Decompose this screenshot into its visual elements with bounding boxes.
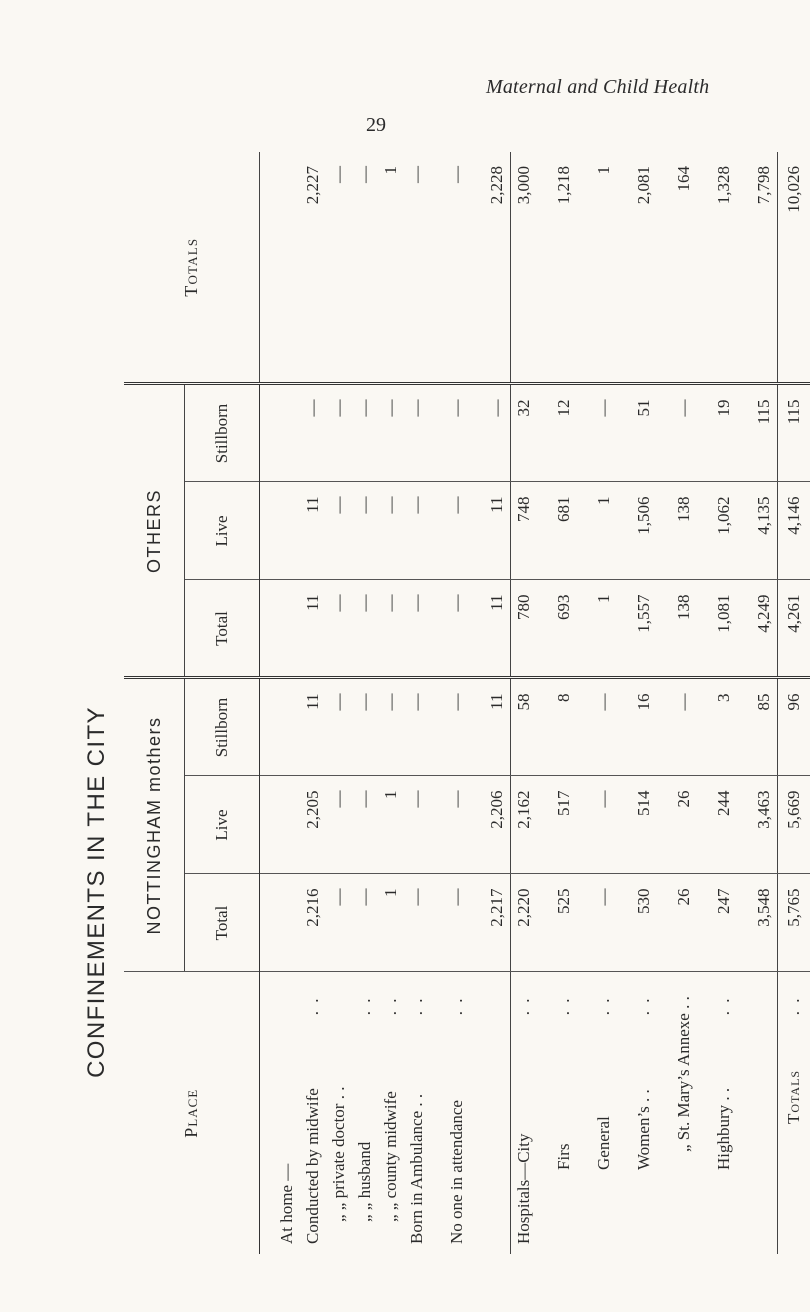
cell-n-live: 1 xyxy=(378,776,404,874)
cell-o-still: 19 xyxy=(711,384,737,482)
table-title: CONFINEMENTS IN THE CITY xyxy=(83,706,110,1078)
cell-n-still: — xyxy=(326,678,352,776)
column-header-o-live: Live xyxy=(185,482,260,580)
cell-o-total: 693 xyxy=(551,580,577,678)
table-frame xyxy=(124,152,803,1254)
cell-o-live: — xyxy=(404,482,430,580)
cell-o-total: 4,249 xyxy=(751,580,778,678)
cell-n-still: 11 xyxy=(484,678,511,776)
cell-o-live: 681 xyxy=(551,482,577,580)
row-label: „ „ private doctor . . xyxy=(326,972,352,1254)
cell-o-live: — xyxy=(352,482,378,580)
cell-n-still: — xyxy=(352,678,378,776)
table-row xyxy=(300,152,326,1254)
cell-totals: 1 xyxy=(381,165,400,175)
table-row xyxy=(444,152,470,1254)
running-title: Maternal and Child Health xyxy=(486,76,710,98)
confinements-table xyxy=(124,152,810,1254)
cell-n-live: — xyxy=(591,776,617,874)
cell-o-total: 780 xyxy=(511,580,538,678)
cell-n-total: 3,548 xyxy=(751,874,778,972)
row-label: „ St. Mary’s Annexe . . xyxy=(671,972,697,1254)
hospital-subtotal-row xyxy=(751,152,778,1254)
cell-n-still xyxy=(274,678,300,776)
cell-o-total: — xyxy=(326,580,352,678)
cell-o-total: 1 xyxy=(591,580,617,678)
cell-o-total: — xyxy=(444,580,470,678)
cell-totals: 7,798 xyxy=(754,165,773,205)
cell-n-still: 16 xyxy=(631,678,657,776)
cell-o-total: 1,081 xyxy=(711,580,737,678)
cell-o-live xyxy=(274,482,300,580)
cell-totals: — xyxy=(407,165,426,183)
column-header-totals: Totals xyxy=(124,152,260,384)
cell-o-total: — xyxy=(378,580,404,678)
cell-n-live: 26 xyxy=(671,776,697,874)
column-header-o-stillborn: Stillborn xyxy=(185,384,260,482)
cell-n-live: 2,206 xyxy=(484,776,511,874)
cell-o-still: — xyxy=(300,384,326,482)
cell-o-still: 115 xyxy=(751,384,778,482)
grand-total-row xyxy=(778,152,810,1254)
cell-o-live: — xyxy=(378,482,404,580)
table-row xyxy=(326,152,352,1254)
cell-o-still: 12 xyxy=(551,384,577,482)
cell-totals: 3,000 xyxy=(511,152,538,384)
cell-o-total: — xyxy=(352,580,378,678)
cell-n-still: 85 xyxy=(751,678,778,776)
cell-totals: 10,026 xyxy=(778,152,810,384)
cell-o-total: 1,557 xyxy=(631,580,657,678)
cell-o-live: 1,506 xyxy=(631,482,657,580)
table-row xyxy=(274,152,300,1254)
cell-o-still: — xyxy=(326,384,352,482)
cell-o-still: 51 xyxy=(631,384,657,482)
cell-totals: — xyxy=(329,165,348,183)
cell-o-still: — xyxy=(352,384,378,482)
table-row xyxy=(352,152,378,1254)
cell-totals: 1,328 xyxy=(714,165,733,205)
cell-totals: — xyxy=(355,165,374,183)
column-group-nottingham: NOTTINGHAM mothers xyxy=(124,678,185,972)
cell-n-total: 2,220 xyxy=(511,874,538,972)
cell-n-total: 530 xyxy=(631,874,657,972)
row-label: At home — xyxy=(274,972,300,1254)
cell-o-live: — xyxy=(444,482,470,580)
cell-totals: 1 xyxy=(594,165,613,175)
table-row xyxy=(404,152,430,1254)
cell-n-still: — xyxy=(404,678,430,776)
table-row xyxy=(711,152,737,1254)
table-row xyxy=(551,152,577,1254)
cell-o-still: — xyxy=(378,384,404,482)
cell-n-live: — xyxy=(326,776,352,874)
cell-o-still: 32 xyxy=(511,384,538,482)
cell-o-total: 4,261 xyxy=(778,580,810,678)
cell-n-total: 26 xyxy=(671,874,697,972)
column-header-n-stillborn: Stillborn xyxy=(185,678,260,776)
cell-n-total xyxy=(274,874,300,972)
cell-n-total: — xyxy=(352,874,378,972)
cell-n-total: — xyxy=(444,874,470,972)
cell-n-live: 2,162 xyxy=(511,776,538,874)
cell-n-live: — xyxy=(404,776,430,874)
cell-o-total: 11 xyxy=(484,580,511,678)
cell-n-still: 8 xyxy=(551,678,577,776)
table-row xyxy=(378,152,404,1254)
cell-n-live: 517 xyxy=(551,776,577,874)
cell-n-still: 96 xyxy=(778,678,810,776)
table-row xyxy=(671,152,697,1254)
cell-o-live: 138 xyxy=(671,482,697,580)
cell-n-total: 2,217 xyxy=(484,874,511,972)
cell-o-live: 4,135 xyxy=(751,482,778,580)
cell-o-still: — xyxy=(484,384,511,482)
column-group-others: OTHERS xyxy=(124,384,185,678)
cell-o-still: — xyxy=(671,384,697,482)
cell-n-total: 247 xyxy=(711,874,737,972)
cell-totals xyxy=(274,152,300,384)
table-row xyxy=(511,152,538,1254)
cell-totals: 2,227 xyxy=(303,165,322,205)
cell-o-total: — xyxy=(404,580,430,678)
cell-o-still: — xyxy=(404,384,430,482)
column-header-n-total: Total xyxy=(185,874,260,972)
row-label: Firs . . xyxy=(551,972,577,1254)
table-row xyxy=(631,152,657,1254)
cell-o-live: 1 xyxy=(591,482,617,580)
cell-totals: — xyxy=(447,165,466,183)
cell-n-still: — xyxy=(591,678,617,776)
row-label: Born in Ambulance . . . . xyxy=(404,972,430,1254)
cell-n-live xyxy=(274,776,300,874)
cell-o-still: — xyxy=(444,384,470,482)
cell-o-live: 4,146 xyxy=(778,482,810,580)
cell-totals: 2,228 xyxy=(487,165,506,205)
cell-n-live: 244 xyxy=(711,776,737,874)
cell-totals: 1,218 xyxy=(554,165,573,205)
cell-n-live: — xyxy=(444,776,470,874)
cell-n-still: 58 xyxy=(511,678,538,776)
cell-n-live: 514 xyxy=(631,776,657,874)
row-label: Hospitals—City . . xyxy=(511,972,538,1254)
row-label: Women’s . . . . xyxy=(631,972,657,1254)
cell-n-total: — xyxy=(404,874,430,972)
cell-n-total: 1 xyxy=(378,874,404,972)
cell-n-total: 2,216 xyxy=(300,874,326,972)
cell-n-live: 3,463 xyxy=(751,776,778,874)
page-number: 29 xyxy=(366,114,386,136)
row-label: „ „ county midwife . . xyxy=(378,972,404,1254)
column-header-n-live: Live xyxy=(185,776,260,874)
cell-n-live: 2,205 xyxy=(300,776,326,874)
row-label: No one in attendance . . xyxy=(444,972,470,1254)
home-subtotal-row xyxy=(484,152,511,1254)
cell-totals: 2,081 xyxy=(634,165,653,205)
cell-o-live: — xyxy=(326,482,352,580)
cell-o-live: 11 xyxy=(484,482,511,580)
cell-n-total: 525 xyxy=(551,874,577,972)
cell-o-still xyxy=(274,384,300,482)
cell-o-live: 11 xyxy=(300,482,326,580)
row-label: Conducted by midwife . . xyxy=(300,972,326,1254)
table-row xyxy=(591,152,617,1254)
row-label: Totals . . xyxy=(778,972,810,1254)
cell-o-live: 1,062 xyxy=(711,482,737,580)
cell-n-still: — xyxy=(444,678,470,776)
cell-o-total: 11 xyxy=(300,580,326,678)
column-header-o-total: Total xyxy=(185,580,260,678)
cell-o-live: 748 xyxy=(511,482,538,580)
cell-n-total: 5,765 xyxy=(778,874,810,972)
cell-o-still: — xyxy=(591,384,617,482)
cell-o-total xyxy=(274,580,300,678)
cell-o-total: 138 xyxy=(671,580,697,678)
cell-totals: 164 xyxy=(674,165,693,192)
row-label: Highbury . . . . xyxy=(711,972,737,1254)
cell-n-total: — xyxy=(591,874,617,972)
cell-n-still: 3 xyxy=(711,678,737,776)
cell-n-still: — xyxy=(378,678,404,776)
row-label: „ „ husband . . xyxy=(352,972,378,1254)
cell-n-still: 11 xyxy=(300,678,326,776)
column-header-place: Place xyxy=(124,972,260,1254)
row-label: General . . xyxy=(591,972,617,1254)
cell-o-still: 115 xyxy=(778,384,810,482)
cell-n-live: 5,669 xyxy=(778,776,810,874)
cell-n-still: — xyxy=(671,678,697,776)
cell-n-total: — xyxy=(326,874,352,972)
cell-n-live: — xyxy=(352,776,378,874)
